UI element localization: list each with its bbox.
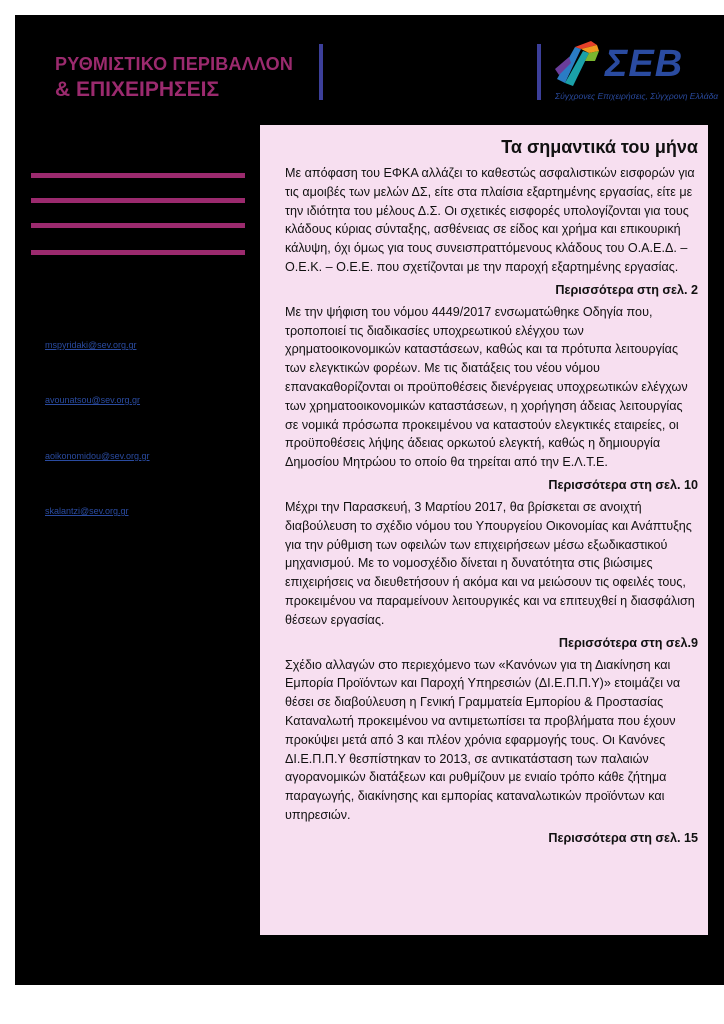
title-line-2: & ΕΠΙΧΕΙΡΗΣΕΙΣ xyxy=(55,78,220,101)
email-link[interactable]: aoikonomidou@sev.org.gr xyxy=(45,451,150,461)
panel-title: Τα σημαντικά του μήνα xyxy=(501,137,698,157)
read-more-link[interactable]: Περισσότερα στη σελ. 10 xyxy=(548,477,698,492)
email-link[interactable]: avounatsou@sev.org.gr xyxy=(45,395,141,405)
news-item-text: Σχέδιο αλλαγών στο περιεχόμενο των «Κανόνων για τη Διακίνηση και Εμπορία Προϊόντων και Παροχή Υπηρεσιών (ΔΙ.Ε.Π.Π.Υ)» ετοιμάζει να θέσει σε διαβούλευση η Γενική Γραμματεία Εμπορίου & Προστασίας Καταναλωτή προκειμένου να αντιμετωπίσει τα προβλήματα που έχουν προκύψει μετά από 3 και πλέον χρόνια εφαρμογής τους. Οι Κανόνες ΔΙ.Ε.Π.Π.Υ θεσπίστηκαν το 2013, σε αντικατάσταση των παλαιών αγορανομικών διατάξεων και ρυθμίζουν με ενιαίο τρόπο κάθε ζήτημα παραγωγής, διακίνησης και εμπορίας καταναλωτικών προϊόντων και υπηρεσιών. xyxy=(285,657,681,822)
sev-logo-tagline: Σύγχρονες Επιχειρήσεις, Σύγχρονη Ελλάδα xyxy=(555,91,719,101)
email-link[interactable]: skalantzi@sev.org.gr xyxy=(45,506,129,516)
newsletter-title xyxy=(55,51,293,103)
sidebar-divider xyxy=(31,250,245,255)
highlights-panel xyxy=(260,125,708,935)
news-item-text: Με την ψήφιση του νόμου 4449/2017 ενσωματώθηκε Οδηγία που, τροποποιεί τις διαδικασίες υποχρεωτικού ελέγχου των χρηματοοικονομικών καταστάσεων, καθώς και τα πρότυπα λειτουργίας των ελεγκτικών φορέων. Με τις διατάξεις του νέου νόμου επανακαθορίζονται οι προϋποθέσεις διενέργειας υποχρεωτικών ελέγχων των χρηματοοικονομικών καταστάσεων, η χορήγηση άδειας λειτουργίας σε νομικά πρόσωπα προκειμένου να καταστούν ελεγκτικές εταιρείες, οι προϋποθέσεις λήψης άδειας ορκωτού ελεγκτή, καθώς η δημιουργία Δημοσίου Μητρώου το οποίο θα τηρείται από την Ε.Λ.Τ.Ε. xyxy=(285,304,688,470)
news-item-text: Μέχρι την Παρασκευή, 3 Μαρτίου 2017, θα βρίσκεται σε ανοιχτή διαβούλευση το σχέδιο νόμου του Υπουργείου Οικονομίας και Ανάπτυξης για την ρύθμιση των οφειλών των επιχειρήσεων μέσω εξωδικαστικού μηχανισμού. Με το νομοσχέδιο δίνεται η δυνατότητα στις βιώσιμες επιχειρήσεις να διευθετήσουν ή ακόμα και να μειώσουν τις οφειλές τους, προκειμένου να παραμείνουν λειτουργικές και να επιτευχθεί η διασφάλιση θέσεων εργασίας. xyxy=(285,499,695,627)
sev-logo xyxy=(549,39,719,109)
header-divider-left xyxy=(319,44,323,100)
sidebar-divider xyxy=(31,223,245,228)
read-more-link[interactable]: Περισσότερα στη σελ.9 xyxy=(558,635,698,650)
read-more-link[interactable]: Περισσότερα στη σελ. 2 xyxy=(555,282,698,297)
read-more-link[interactable]: Περισσότερα στη σελ. 15 xyxy=(548,830,698,845)
newsletter-page xyxy=(15,15,724,985)
email-link[interactable]: mspyridaki@sev.org.gr xyxy=(45,340,137,350)
sev-logo-text: ΣΕΒ xyxy=(605,43,684,85)
sev-logo-symbol-icon xyxy=(551,39,607,89)
sidebar-divider xyxy=(31,173,245,178)
header-divider-right xyxy=(537,44,541,100)
title-line-1: ΡΥΘΜΙΣΤΙΚΟ ΠΕΡΙΒΑΛΛΟΝ xyxy=(55,54,294,74)
news-item-text: Με απόφαση του ΕΦΚΑ αλλάζει το καθεστώς ασφαλιστικών εισφορών για τις αμοιβές των μελών ΔΣ, είτε στα πλαίσια εξαρτημένης εργασίας, είτε με την ιδιότητα του μέλους Δ.Σ. Οι σχετικές εισφορές υπολογίζονται για τους κλάδους κύριας σύνταξης, ασθένειας σε είδος και χρήμα και επικουρική κάλυψη, όχι όμως για τους συνεισπραττόμενους κλάδους του Ο.Α.Ε.Δ. – Ο.Ε.Κ. – Ο.Ε.Ε. που σχετίζονται με την παροχή εξαρτημένης εργασίας. xyxy=(285,166,695,274)
sidebar-divider xyxy=(31,198,245,203)
